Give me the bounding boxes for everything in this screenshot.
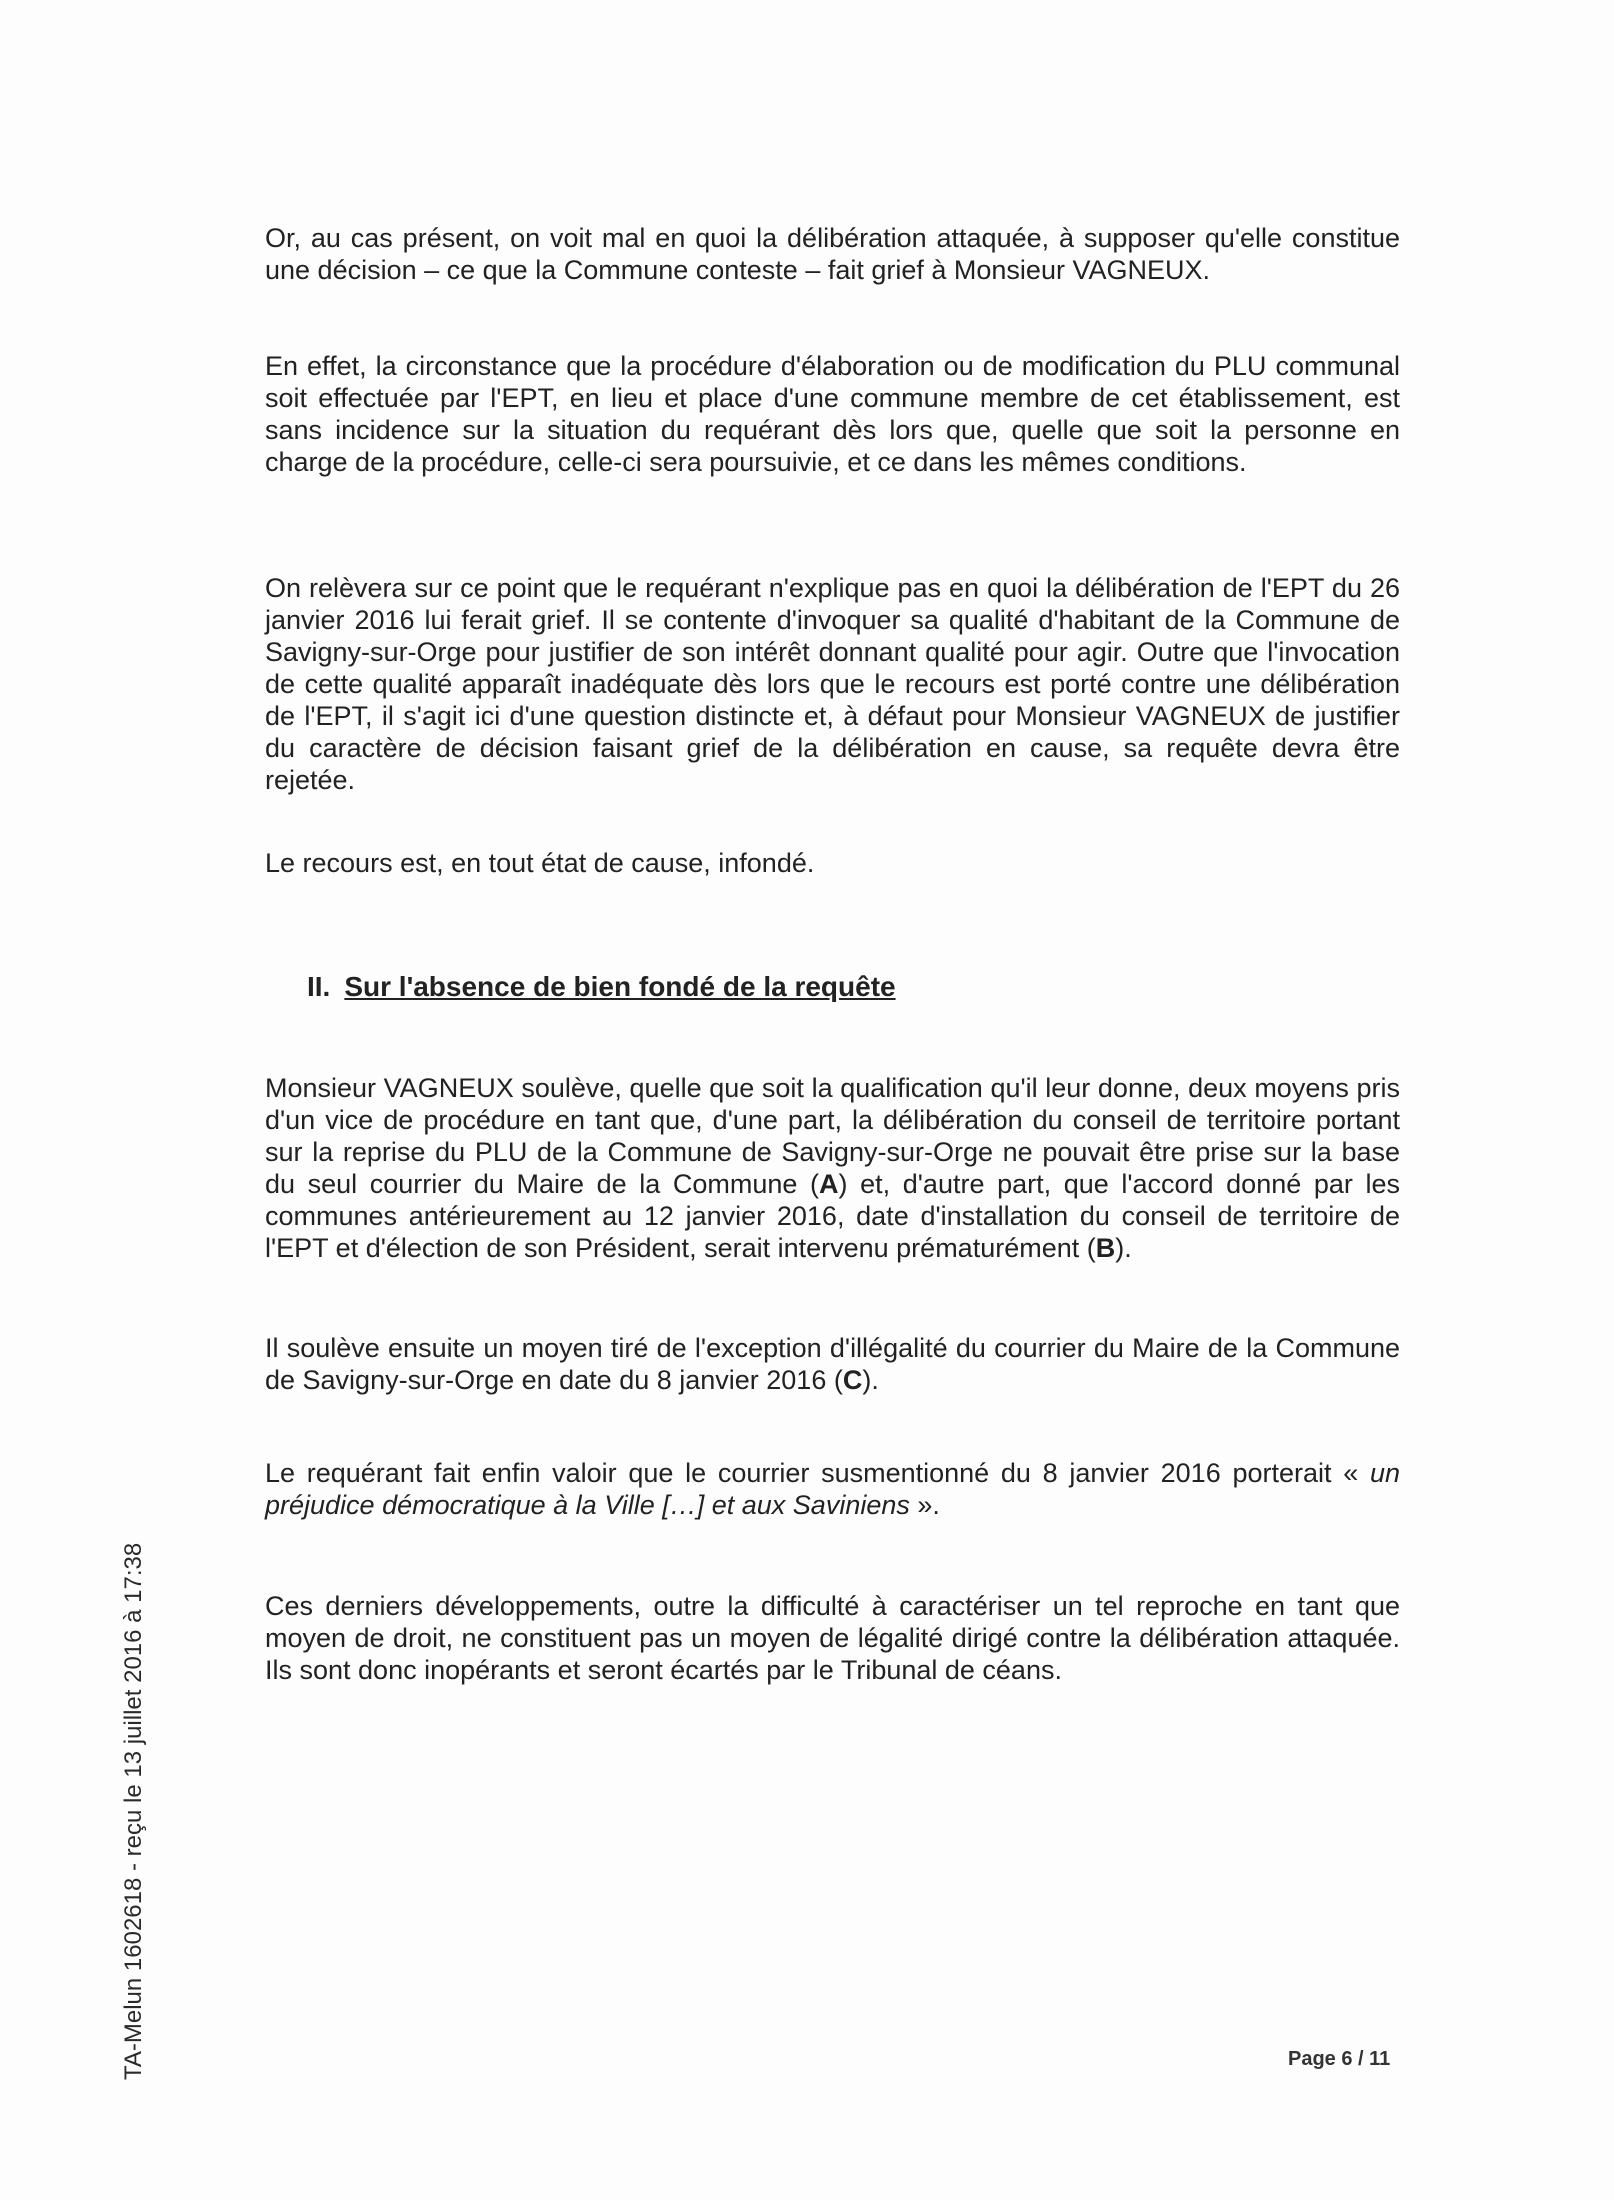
paragraph-7-text-a: Le requérant fait enfin valoir que le courrier susmentionné du 8 janvier 2016 porterait «	[265, 1458, 1370, 1488]
reference-c: C	[842, 1365, 863, 1395]
paragraph-6	[265, 1332, 1400, 1396]
paragraph-3: On relèvera sur ce point que le requérant n'explique pas en quoi la délibération de l'EPT du 26 janvier 2016 lui ferait grief. Il se contente d'invoquer sa qualité d'habitant de la Commune de Savigny-sur-Orge pour justifier de son intérêt donnant qualité pour agir. Outre que l'invocation de cette qualité apparaît inadéquate dès lors que le recours est porté contre une délibération de l'EPT, il s'agit ici d'une question distincte et, à défaut pour Monsieur VAGNEUX de justifier du caractère de décision faisant grief de la délibération en cause, sa requête devra être rejetée.	[265, 573, 1400, 795]
paragraph-2: En effet, la circonstance que la procédure d'élaboration ou de modification du PLU communal soit effectuée par l'EPT, en lieu et place d'une commune membre de cet établissement, est sans incidence sur la situation du requérant dès lors que, quelle que soit la personne en charge de la procédure, celle-ci sera poursuivie, et ce dans les mêmes conditions.	[265, 351, 1400, 477]
page-number: Page 6 / 11	[1288, 2048, 1391, 2070]
paragraph-8: Ces derniers développements, outre la difficulté à caractériser un tel reproche en tant que moyen de droit, ne constituent pas un moyen de légalité dirigé contre la délibération attaquée. Ils sont donc inopérants et seront écartés par le Tribunal de céans.	[265, 1591, 1400, 1685]
paragraph-7-quote: un préjudice démocratique à la Ville […] et aux Saviniens	[265, 1458, 1400, 1520]
section-number: II.	[307, 971, 331, 1002]
reception-stamp: TA-Melun 1602618 - reçu le 13 juillet 2016 à 17:38	[120, 1542, 147, 2080]
paragraph-7	[265, 1457, 1400, 1521]
paragraph-6-text-b: ).	[862, 1365, 879, 1395]
paragraph-4: Le recours est, en tout état de cause, infondé.	[265, 848, 815, 878]
reference-a: A	[819, 1169, 839, 1199]
section-heading	[307, 970, 1207, 1004]
paragraph-1: Or, au cas présent, on voit mal en quoi la délibération attaquée, à supposer qu'elle constitue une décision – ce que la Commune conteste – fait grief à Monsieur VAGNEUX.	[265, 223, 1400, 285]
section-title: Sur l'absence de bien fondé de la requête	[344, 971, 896, 1002]
reference-b: B	[1095, 1233, 1116, 1263]
paragraph-7-text-b: ».	[909, 1490, 940, 1520]
paragraph-6-text-a: Il soulève ensuite un moyen tiré de l'exception d'illégalité du courrier du Maire de la Commune de Savigny-sur-Orge en date du 8 janvier 2016 (	[265, 1333, 1400, 1395]
paragraph-5-text-a: Monsieur VAGNEUX soulève, quelle que soit la qualification qu'il leur donne, deux moyens pris d'un vice de procédure en tant que, d'une part, la délibération du conseil de territoire portant sur la reprise du PLU de la Commune de Savigny-sur-Orge ne pouvait être prise sur la base du seul courrier du Maire de la Commune (	[265, 1073, 1400, 1199]
paragraph-5	[265, 1072, 1400, 1264]
paragraph-5-text-b: ) et, d'autre part, que l'accord donné par les communes antérieurement au 12 janvier 2016, date d'installation du conseil de territoire de l'EPT et d'élection de son Président, serait intervenu prématurément (	[265, 1169, 1400, 1263]
paragraph-5-text-c: ).	[1115, 1233, 1132, 1263]
